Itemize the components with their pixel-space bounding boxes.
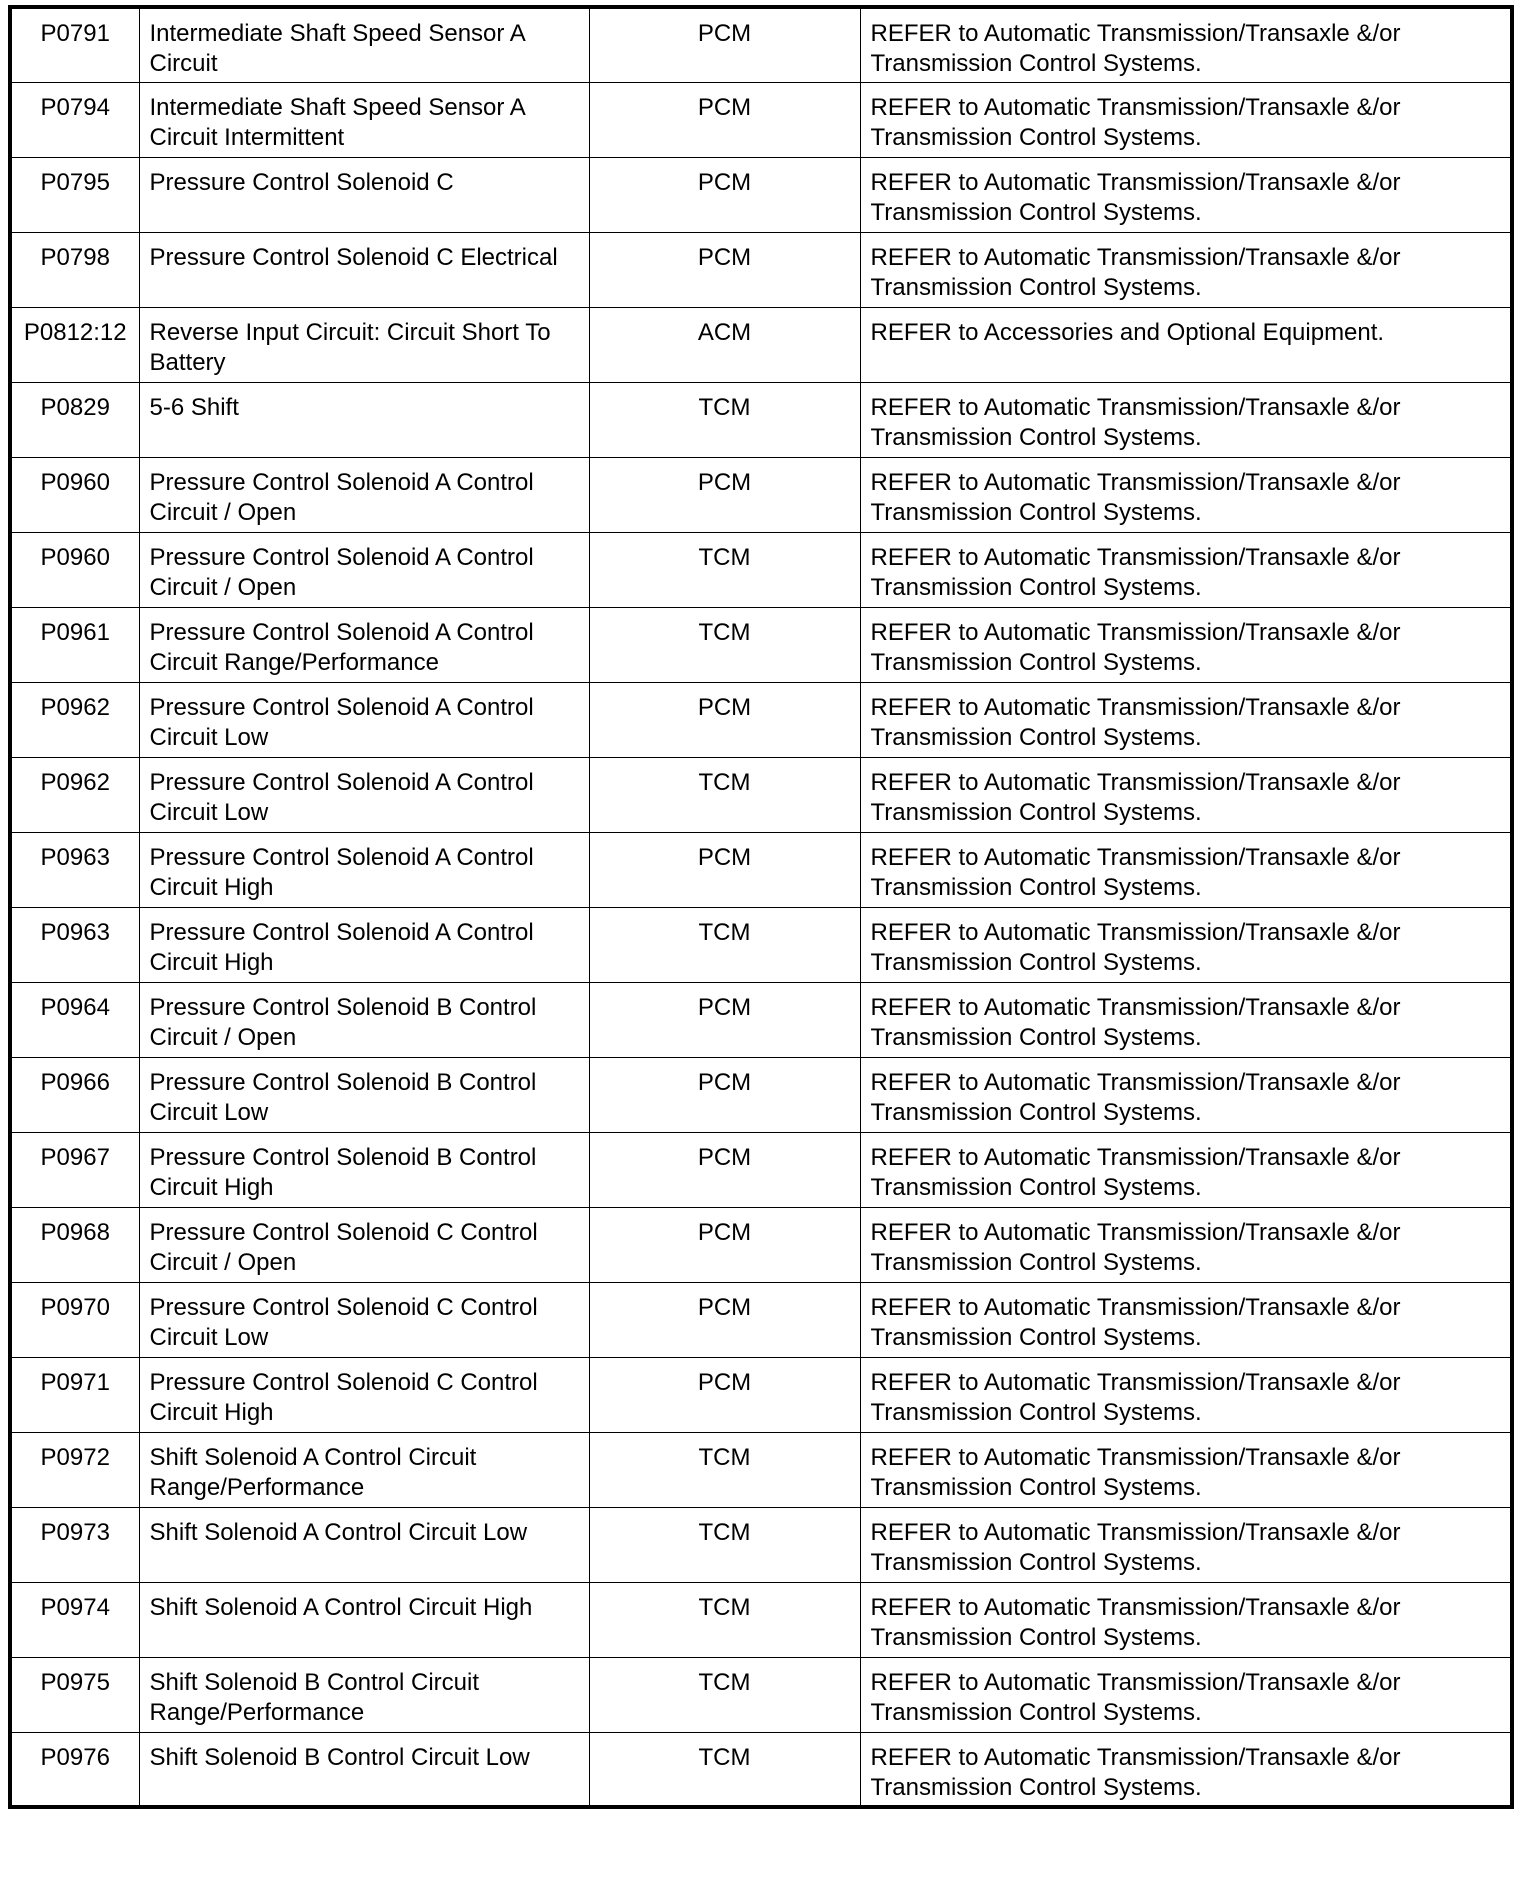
dtc-code-cell: P0967 [10, 1132, 139, 1207]
dtc-module-cell: TCM [589, 1732, 860, 1807]
table-row [10, 1432, 1512, 1507]
dtc-action-cell: REFER to Automatic Transmission/Transaxle &/or Transmission Control Systems. [860, 1732, 1512, 1807]
dtc-code-cell: P0973 [10, 1507, 139, 1582]
dtc-description-cell: Pressure Control Solenoid A Control Circuit Range/Performance [139, 607, 589, 682]
dtc-action-cell: REFER to Automatic Transmission/Transaxle &/or Transmission Control Systems. [860, 457, 1512, 532]
dtc-code-cell: P0960 [10, 457, 139, 532]
dtc-action-cell: REFER to Automatic Transmission/Transaxle &/or Transmission Control Systems. [860, 1657, 1512, 1732]
dtc-code-cell: P0976 [10, 1732, 139, 1807]
dtc-description-cell: Pressure Control Solenoid B Control Circuit High [139, 1132, 589, 1207]
dtc-code-cell: P0963 [10, 832, 139, 907]
dtc-code-cell: P0795 [10, 157, 139, 232]
dtc-description-cell: Intermediate Shaft Speed Sensor A Circuit Intermittent [139, 82, 589, 157]
dtc-action-cell: REFER to Automatic Transmission/Transaxle &/or Transmission Control Systems. [860, 757, 1512, 832]
dtc-action-cell: REFER to Automatic Transmission/Transaxle &/or Transmission Control Systems. [860, 832, 1512, 907]
table-row [10, 382, 1512, 457]
dtc-code-cell: P0975 [10, 1657, 139, 1732]
dtc-action-cell: REFER to Automatic Transmission/Transaxle &/or Transmission Control Systems. [860, 7, 1512, 82]
table-row [10, 1507, 1512, 1582]
table-row [10, 457, 1512, 532]
table-row [10, 607, 1512, 682]
table-row [10, 7, 1512, 82]
dtc-module-cell: PCM [589, 457, 860, 532]
table-row [10, 1132, 1512, 1207]
dtc-description-cell: Pressure Control Solenoid C Control Circuit Low [139, 1282, 589, 1357]
dtc-action-cell: REFER to Automatic Transmission/Transaxle &/or Transmission Control Systems. [860, 682, 1512, 757]
dtc-description-cell: Pressure Control Solenoid A Control Circuit High [139, 832, 589, 907]
dtc-module-cell: PCM [589, 82, 860, 157]
dtc-module-cell: TCM [589, 907, 860, 982]
table-row [10, 307, 1512, 382]
dtc-module-cell: TCM [589, 1657, 860, 1732]
dtc-description-cell: Pressure Control Solenoid B Control Circuit Low [139, 1057, 589, 1132]
dtc-module-cell: PCM [589, 1282, 860, 1357]
table-row [10, 1357, 1512, 1432]
dtc-description-cell: Pressure Control Solenoid C Electrical [139, 232, 589, 307]
dtc-description-cell: Shift Solenoid A Control Circuit Low [139, 1507, 589, 1582]
table-row [10, 1657, 1512, 1732]
dtc-code-cell: P0829 [10, 382, 139, 457]
dtc-description-cell: Pressure Control Solenoid C [139, 157, 589, 232]
dtc-action-cell: REFER to Automatic Transmission/Transaxle &/or Transmission Control Systems. [860, 1357, 1512, 1432]
dtc-module-cell: TCM [589, 1582, 860, 1657]
dtc-module-cell: PCM [589, 1132, 860, 1207]
dtc-description-cell: Pressure Control Solenoid A Control Circuit / Open [139, 532, 589, 607]
dtc-action-cell: REFER to Automatic Transmission/Transaxle &/or Transmission Control Systems. [860, 1132, 1512, 1207]
dtc-code-cell: P0962 [10, 757, 139, 832]
dtc-action-cell: REFER to Automatic Transmission/Transaxle &/or Transmission Control Systems. [860, 382, 1512, 457]
dtc-module-cell: PCM [589, 682, 860, 757]
table-row [10, 82, 1512, 157]
dtc-action-cell: REFER to Automatic Transmission/Transaxle &/or Transmission Control Systems. [860, 1057, 1512, 1132]
dtc-module-cell: PCM [589, 982, 860, 1057]
dtc-code-cell: P0798 [10, 232, 139, 307]
dtc-module-cell: PCM [589, 157, 860, 232]
dtc-action-cell: REFER to Automatic Transmission/Transaxle &/or Transmission Control Systems. [860, 232, 1512, 307]
dtc-description-cell: Pressure Control Solenoid C Control Circuit / Open [139, 1207, 589, 1282]
dtc-code-cell: P0794 [10, 82, 139, 157]
dtc-table-body [10, 7, 1512, 1807]
dtc-module-cell: PCM [589, 1207, 860, 1282]
dtc-description-cell: Pressure Control Solenoid A Control Circuit High [139, 907, 589, 982]
dtc-action-cell: REFER to Automatic Transmission/Transaxle &/or Transmission Control Systems. [860, 607, 1512, 682]
dtc-module-cell: TCM [589, 607, 860, 682]
dtc-code-cell: P0968 [10, 1207, 139, 1282]
dtc-description-cell: Shift Solenoid B Control Circuit Low [139, 1732, 589, 1807]
dtc-action-cell: REFER to Automatic Transmission/Transaxle &/or Transmission Control Systems. [860, 1432, 1512, 1507]
table-row [10, 1057, 1512, 1132]
table-row [10, 1282, 1512, 1357]
dtc-code-cell: P0963 [10, 907, 139, 982]
dtc-description-cell: Pressure Control Solenoid A Control Circuit Low [139, 757, 589, 832]
dtc-code-cell: P0972 [10, 1432, 139, 1507]
dtc-action-cell: REFER to Automatic Transmission/Transaxle &/or Transmission Control Systems. [860, 1507, 1512, 1582]
dtc-code-cell: P0964 [10, 982, 139, 1057]
dtc-code-cell: P0974 [10, 1582, 139, 1657]
dtc-action-cell: REFER to Automatic Transmission/Transaxle &/or Transmission Control Systems. [860, 157, 1512, 232]
dtc-module-cell: PCM [589, 232, 860, 307]
table-row [10, 757, 1512, 832]
table-row [10, 1732, 1512, 1807]
dtc-module-cell: ACM [589, 307, 860, 382]
dtc-description-cell: Pressure Control Solenoid A Control Circuit Low [139, 682, 589, 757]
table-row [10, 982, 1512, 1057]
dtc-module-cell: TCM [589, 532, 860, 607]
dtc-module-cell: TCM [589, 757, 860, 832]
dtc-module-cell: PCM [589, 7, 860, 82]
table-row [10, 532, 1512, 607]
dtc-code-cell: P0812:12 [10, 307, 139, 382]
dtc-description-cell: Pressure Control Solenoid A Control Circuit / Open [139, 457, 589, 532]
dtc-action-cell: REFER to Accessories and Optional Equipment. [860, 307, 1512, 382]
dtc-description-cell: Pressure Control Solenoid B Control Circuit / Open [139, 982, 589, 1057]
table-row [10, 157, 1512, 232]
dtc-module-cell: TCM [589, 1432, 860, 1507]
dtc-module-cell: PCM [589, 1057, 860, 1132]
dtc-description-cell: Shift Solenoid B Control Circuit Range/Performance [139, 1657, 589, 1732]
dtc-description-cell: Intermediate Shaft Speed Sensor A Circuit [139, 7, 589, 82]
table-row [10, 682, 1512, 757]
dtc-description-cell: 5-6 Shift [139, 382, 589, 457]
dtc-description-cell: Shift Solenoid A Control Circuit High [139, 1582, 589, 1657]
dtc-module-cell: TCM [589, 1507, 860, 1582]
table-row [10, 1207, 1512, 1282]
dtc-table [8, 5, 1514, 1809]
dtc-description-cell: Pressure Control Solenoid C Control Circuit High [139, 1357, 589, 1432]
dtc-code-cell: P0962 [10, 682, 139, 757]
dtc-module-cell: PCM [589, 1357, 860, 1432]
dtc-action-cell: REFER to Automatic Transmission/Transaxle &/or Transmission Control Systems. [860, 982, 1512, 1057]
dtc-code-cell: P0970 [10, 1282, 139, 1357]
table-row [10, 907, 1512, 982]
dtc-description-cell: Reverse Input Circuit: Circuit Short To Battery [139, 307, 589, 382]
dtc-code-cell: P0961 [10, 607, 139, 682]
table-row [10, 1582, 1512, 1657]
dtc-action-cell: REFER to Automatic Transmission/Transaxle &/or Transmission Control Systems. [860, 1282, 1512, 1357]
dtc-code-cell: P0971 [10, 1357, 139, 1432]
dtc-action-cell: REFER to Automatic Transmission/Transaxle &/or Transmission Control Systems. [860, 532, 1512, 607]
dtc-action-cell: REFER to Automatic Transmission/Transaxle &/or Transmission Control Systems. [860, 1207, 1512, 1282]
dtc-code-cell: P0960 [10, 532, 139, 607]
dtc-module-cell: PCM [589, 832, 860, 907]
table-row [10, 232, 1512, 307]
dtc-action-cell: REFER to Automatic Transmission/Transaxle &/or Transmission Control Systems. [860, 1582, 1512, 1657]
dtc-module-cell: TCM [589, 382, 860, 457]
dtc-action-cell: REFER to Automatic Transmission/Transaxle &/or Transmission Control Systems. [860, 82, 1512, 157]
dtc-code-cell: P0966 [10, 1057, 139, 1132]
table-row [10, 832, 1512, 907]
dtc-description-cell: Shift Solenoid A Control Circuit Range/Performance [139, 1432, 589, 1507]
dtc-code-cell: P0791 [10, 7, 139, 82]
dtc-action-cell: REFER to Automatic Transmission/Transaxle &/or Transmission Control Systems. [860, 907, 1512, 982]
